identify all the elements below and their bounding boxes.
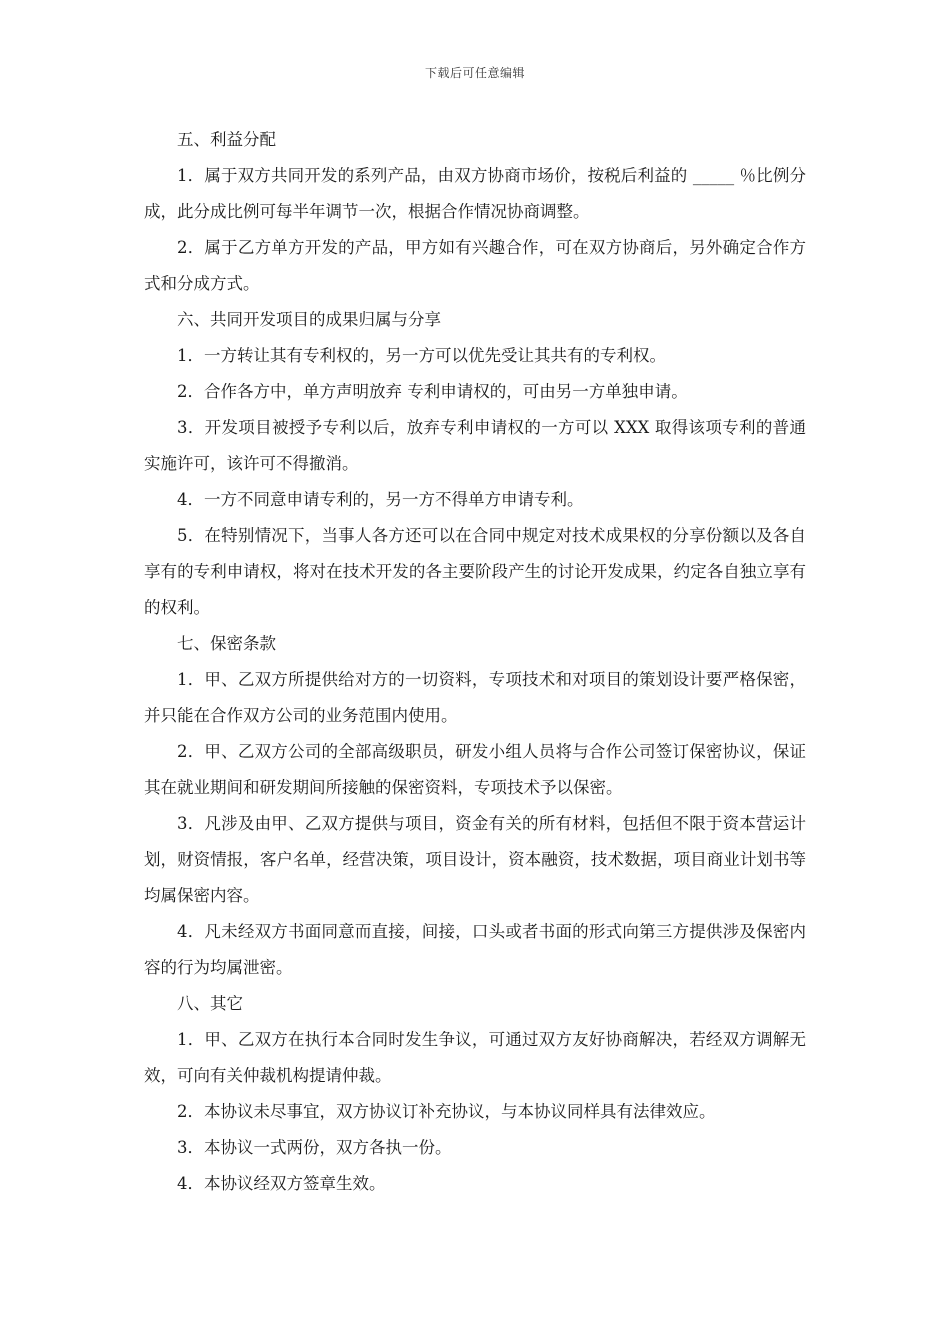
clause-paragraph: 3．本协议一式两份，双方各执一份。: [177, 1138, 452, 1157]
clause-paragraph: 2．属于乙方单方开发的产品，甲方如有兴趣合作，可在双方协商后，另外确定合作方式和分成方式。: [144, 238, 806, 293]
clause-paragraph: 4．本协议经双方签章生效。: [177, 1174, 386, 1193]
clause-paragraph: 2．合作各方中，单方声明放弃 专利申请权的，可由另一方单独申请。: [177, 382, 688, 401]
section-heading-confidential: 七、保密条款: [177, 634, 276, 653]
clause-paragraph: 3．凡涉及由甲、乙双方提供与项目，资金有关的所有材料，包括但不限于资本营运计划，财资情报，客户名单，经营决策，项目设计，资本融资，技术数据，项目商业计划书等均属保密内容。: [144, 814, 806, 905]
clause-paragraph: 4．凡未经双方书面同意而直接，间接，口头或者书面的形式向第三方提供涉及保密内容的行为均属泄密。: [144, 922, 806, 977]
section-heading-other: 八、其它: [177, 994, 243, 1013]
clause-paragraph: 1．甲、乙双方所提供给对方的一切资料，专项技术和对项目的策划设计要严格保密，并只能在合作双方公司的业务范围内使用。: [144, 670, 806, 725]
page-header: 下载后可任意编辑: [424, 66, 525, 80]
clause-paragraph: 1．甲、乙双方在执行本合同时发生争议，可通过双方友好协商解决，若经双方调解无效，可向有关仲裁机构提请仲裁。: [144, 1030, 806, 1085]
section-heading-profit: 五、利益分配: [177, 130, 276, 149]
clause-paragraph: 2．本协议未尽事宜，双方协议订补充协议，与本协议同样具有法律效应。: [177, 1102, 716, 1121]
clause-paragraph: 5．在特别情况下，当事人各方还可以在合同中规定对技术成果权的分享份额以及各自享有的专利申请权，将对在技术开发的各主要阶段产生的讨论开发成果，约定各自独立享有的权利。: [144, 526, 806, 617]
clause-paragraph: 3．开发项目被授予专利以后，放弃专利申请权的一方可以 XXX 取得该项专利的普通实施许可，该许可不得撤消。: [144, 418, 806, 473]
clause-paragraph: 2．甲、乙双方公司的全部高级职员，研发小组人员将与合作公司签订保密协议，保证其在就业期间和研发期间所接触的保密资料，专项技术予以保密。: [144, 742, 806, 797]
clause-paragraph: 4．一方不同意申请专利的，另一方不得单方申请专利。: [177, 490, 584, 509]
clause-paragraph: 1．一方转让其有专利权的，另一方可以优先受让其共有的专利权。: [177, 346, 666, 365]
document-body: [144, 122, 806, 1202]
clause-paragraph: 1．属于双方共同开发的系列产品，由双方协商市场价，按税后利益的 _____ ％比例分成，此分成比例可每半年调节一次，根据合作情况协商调整。: [144, 166, 806, 221]
section-heading-results: 六、共同开发项目的成果归属与分享: [177, 310, 441, 329]
